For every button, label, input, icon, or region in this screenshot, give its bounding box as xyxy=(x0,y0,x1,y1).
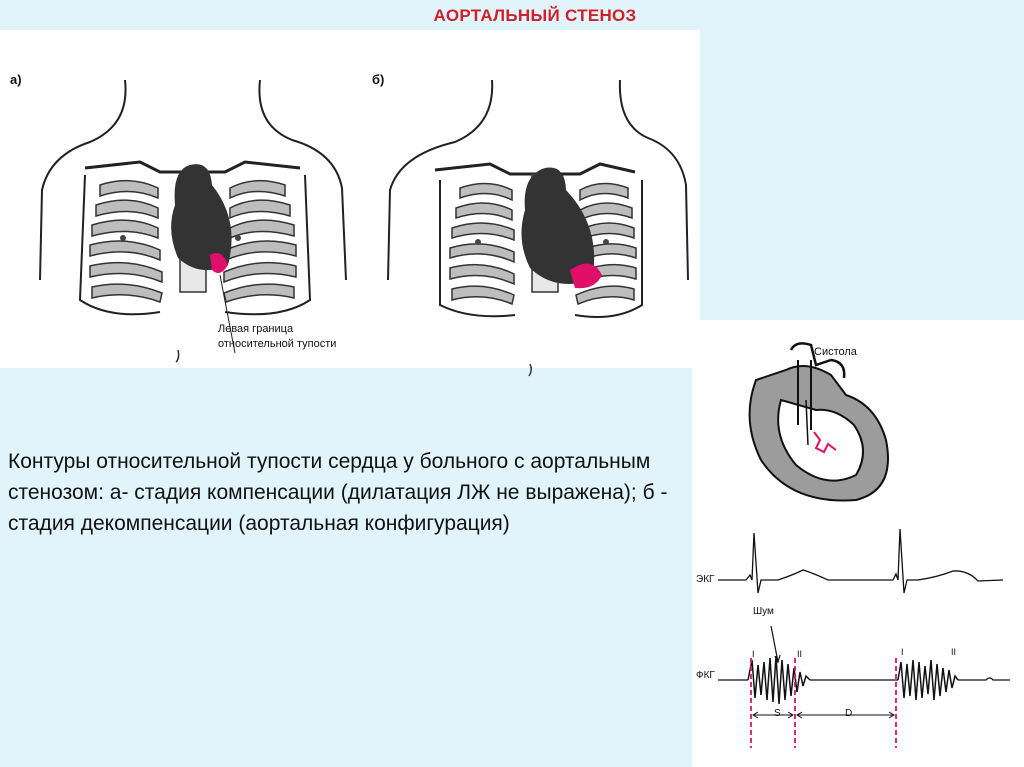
chest-illustration-b xyxy=(380,80,700,380)
ecg-label: ЭКГ xyxy=(696,574,715,585)
chest-figures-panel xyxy=(0,30,700,368)
systole-label: Систола xyxy=(814,346,857,358)
heart-systole-diagram xyxy=(736,340,896,510)
ecg-trace xyxy=(718,525,1018,595)
phonocardiogram-panel xyxy=(692,320,1024,767)
pcg-label: ФКГ xyxy=(696,670,715,681)
figure-b-letter: б) xyxy=(372,72,385,87)
chest-illustration-a xyxy=(30,80,360,380)
interval-s-label: S xyxy=(774,708,781,719)
slide-title: АОРТАЛЬНЫЙ СТЕНОЗ xyxy=(433,6,637,25)
tone-2-label-b: II xyxy=(951,647,957,657)
tone-1-label-a: I xyxy=(752,649,755,659)
left-border-note-line2: относительной тупости xyxy=(218,338,337,350)
tone-2-label-a: II xyxy=(797,649,803,659)
heart-dullness-a xyxy=(171,164,231,270)
figure-caption: Контуры относительной тупости сердца у больного с аортальным стенозом: а- стадия компенсации (дилатация ЛЖ не выражена); б - стадия декомпенсации (аортальная конфигурация) xyxy=(8,450,668,535)
left-border-note-line1: Левая граница xyxy=(218,323,294,335)
murmur-label: Шум xyxy=(753,606,774,617)
pcg-trace xyxy=(718,620,1018,750)
interval-d-label: D xyxy=(845,708,853,719)
figure-a-letter: а) xyxy=(10,72,22,87)
tone-1-label-b: I xyxy=(901,647,904,657)
